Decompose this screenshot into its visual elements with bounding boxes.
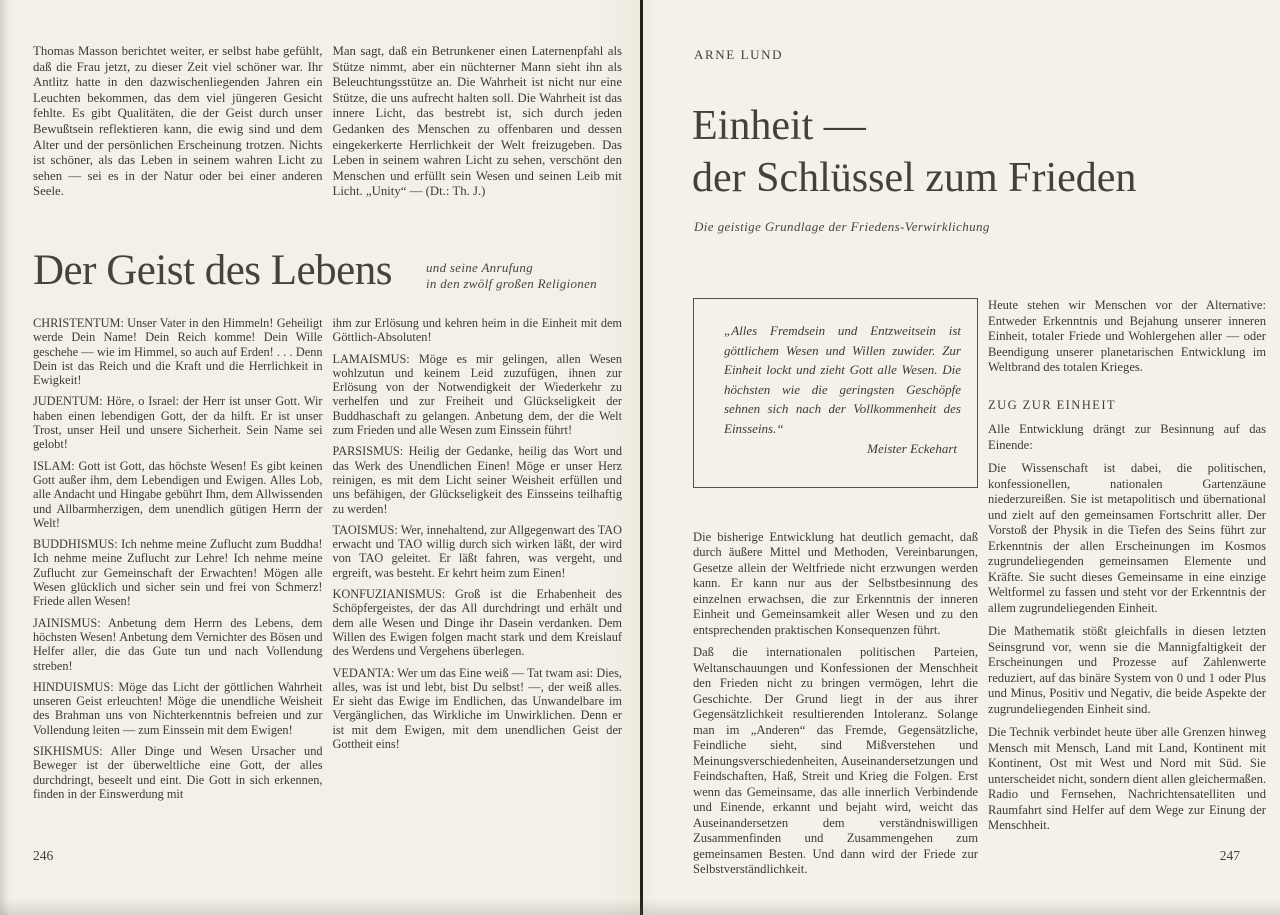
religions-column-1 [33,316,323,808]
pull-quote-attribution: Meister Eckehart [867,441,957,456]
body-paragraph: Die Technik verbindet heute über alle Grenzen hinweg Mensch mit Mensch, Land mit Land, Kontinent mit Kontinent, Ost mit West und Nord mit Süd. Sie unterscheidet nicht, sondern dient allen gleichermaßen. Radio und Fernsehen, Nachrichtensatelliten und Raumfahrt sind Helfer auf dem Wege zur Einung der Menschheit. [988,725,1267,832]
body-section [693,298,1266,885]
body-column-2 [988,298,1266,885]
author-name: ARNE LUND [694,47,784,62]
body-paragraph: Heute stehen wir Menschen vor der Alternative: Entweder Erkenntnis und Bejahung unserer inneren Einheit, totaler Friede und Wohlergehen aller — oder Beendigung unserer planetarischen Entwicklung im Weltbrand des totalen Krieges. [988,298,1266,374]
intro-section [33,44,622,200]
pull-quote-text: „Alles Fremdsein und Entzweitsein ist göttlichem Wesen und Willen zuwider. Zur Einheit lockt und zieht Gott alle Wesen. Die höchsten wie die geringsten Geschöpfe sehnen sich nach der Vollkommenheit des Einsseins.“ [724,323,961,436]
right-page [643,0,1280,915]
article-subtitle [426,247,597,292]
religion-entry: PARSISMUS: Heilig der Gedanke, heilig das Wort und das Werk des Unendlichen Einen! Möge er unser Herz reinigen, es mit dem Licht seiner Weisheit erfüllen und uns befähigen, der Glückseligkeit des Einsseins teilhaftig zu werden! [332,444,622,516]
article-subtitle-line2: in den zwölf großen Religionen [425,276,597,291]
religion-entry: LAMAISMUS: Möge es mir gelingen, allen Wesen wohlzutun und keinem Leid zuzufügen, ihnen zur Erlösung von der Notwendigkeit der Wiederkehr zu verhelfen und zur Freiheit und Glückseligkeit der Buddhaschaft zu gelangen. Anbetung dem, der die Welt zum Frieden und alle Wesen zum Einssein führt! [332,351,622,438]
religion-entry: SIKHISMUS: Aller Dinge und Wesen Ursacher und Beweger ist der überweltliche eine Gott, der alles durchdringt, beseelt und eint. Die Gott in sich erkennen, finden in der Einswerdung mit [33,744,323,801]
religions-column-2 [333,316,623,808]
religion-entry: CHRISTENTUM: Unser Vater in den Himmeln! Geheiligt werde Dein Name! Dein Reich komme! Dein Wille geschehe — wie im Himmel, so auch auf Erden! . . . Denn Dein ist das Reich und die Kraft und die Herrlichkeit in Ewigkeit! [33,316,323,388]
article-title [692,100,1136,204]
intro-column-1 [33,44,323,200]
article-title: Der Geist des Lebens [33,247,392,294]
body-paragraph: Die Wissenschaft ist dabei, die politischen, konfessionellen, nationalen Gartenzäune niederzureißen. Sie ist metapolitisch und übernational und zielt auf den gemeinsamen Fortschritt aller. Der Vorstoß der Physik in die Tiefen des Seins führt zur Erkenntnis der allen Erscheinungen im Kosmos zugrundeliegenden gemeinsamen Elemente und Kräfte. Sie sucht dieses Gemeinsame in eine einzige Weltformel zu fassen und steht vor der Erkenntnis der allem zugrundeliegenden Einheit. [988,461,1266,615]
body-paragraph: Alle Entwicklung drängt zur Besinnung auf das Einende: [988,422,1266,452]
article-subtitle: Die geistige Grundlage der Friedens-Verwirklichung [694,219,990,234]
article-subtitle-line1: und seine Anrufung [425,260,533,275]
intro-paragraph: Man sagt, daß ein Betrunkener einen Laternenpfahl als Stütze nimmt, aber ein nüchterner Mann sieht ihn als Beleuchtungsstütze an. Die Wahrheit ist nicht nur eine Stütze, die uns aufrecht halten soll. Die Wahrheit ist das innere Licht, das bestrebt ist, sich durch jeden Gedanken des Menschen zu offenbaren und dessen eingekerkerte Herrlichkeit der Welt freizugeben. Das Leben in seinem wahren Licht zu sehen, verschönt den Menschen und erfüllt sein Wesen und seinen Leib mit Licht. „Unity“ — (Dt.: Th. J.) [332,44,622,199]
religions-section [33,316,622,808]
article-title-block [33,247,597,294]
intro-column-2 [333,44,623,200]
religion-entry: VEDANTA: Wer um das Eine weiß — Tat twam asi: Dies, alles, was ist und lebt, bist Du selbst! —, der weiß alles. Er sieht das Ewige im Endlichen, das Unwandelbare im Vergänglichen, das Wirkliche im Unwirklichen. Denn er ist mit dem Ewigen, mit dem unendlichen Geist der Gottheit eins! [332,665,622,752]
body-paragraph: Daß die internationalen politischen Parteien, Weltanschauungen und Konfessionen der Menschheit den Frieden nicht zu bringen vermögen, lehrt die Geschichte. Der Grund liegt in der aus ihrer Gegensätzlichkeit resultierenden Intoleranz. Solange man im „Anderen“ das Fremde, Gegensätzliche, Feindliche sieht, sind Mißverstehen und Meinungsverschiedenheiten, Auseinandersetzungen und Feindschaften, Haß, Streit und Krieg die Folgen. Erst wenn das Gemeinsame, das alle innerlich Verbindende und Einende, erkannt und bejaht wird, weicht das Auseinandersetzen dem verständniswilligen Zusammenfinden und Zusammengehen zum gemeinsamen Besten. Und dann wird der Friede zur Selbstverständlichkeit. [693,645,978,876]
body-paragraph: Die Mathematik stößt gleichfalls in diesen letzten Seinsgrund vor, wenn sie die Mannigfaltigkeit der Erscheinungen und Prozesse auf Zahlenwerte reduziert, auf das binäre System von 0 und 1 oder Plus und Minus, Positiv und Negativ, die beide Aspekte der zugrundeliegenden Einheit sind. [988,624,1266,716]
religion-entry: BUDDHISMUS: Ich nehme meine Zuflucht zum Buddha! Ich nehme meine Zuflucht zur Lehre! Ich nehme meine Zuflucht zur Gemeinschaft der Erwachten! Mögen alle Wesen glücklich und sicher sein und frei von Schmerz! Friede allen Wesen! [33,537,323,609]
page-number-right: 247 [1219,848,1240,863]
religion-entry: HINDUISMUS: Möge das Licht der göttlichen Wahrheit unseren Geist erleuchten! Möge die unendliche Weisheit des Brahman uns von Nichterkenntnis befreien und zur Vollendung leiten — zum Einssein mit dem Ewigen! [33,679,323,737]
body-paragraph: Die bisherige Entwicklung hat deutlich gemacht, daß durch äußere Mittel und Methoden, Vereinbarungen, Gesetze allein der Weltfriede nicht erzwungen werden kann. Er kann nur aus der Selbstbesinnung des einzelnen erwachsen, die zur Erkenntnis der inneren Einheit und Gemeinsamkeit aller Wesen und zu den entsprechenden praktischen Konsequenzen führt. [693,529,978,637]
religion-entry: KONFUZIANISMUS: Groß ist die Erhabenheit des Schöpfergeistes, der das All durchdringt und erhält und dem alle Wesen und Dinge ihr Dasein verdanken. Dem Willen des Ewigen folgen macht stark und dem Kreislauf des Werdens und Vergehens überlegen. [332,587,622,659]
article-title-line1: Einheit — [692,103,866,149]
religion-entry: JAINISMUS: Anbetung dem Herrn des Lebens, dem höchsten Wesen! Anbetung dem Vernichter des Bösen und Helfer aller, die das Gute tun und nach Vollendung streben! [33,615,323,673]
religion-entry-continuation: ihm zur Erlösung und kehren heim in die Einheit mit dem Göttlich-Absoluten! [332,316,622,345]
body-column-1 [693,298,978,885]
intro-paragraph: Thomas Masson berichtet weiter, er selbst habe gefühlt, daß die Frau jetzt, zu dieser Zeit viel schöner war. Ihr Antlitz hatte in den dazwischenliegenden Jahren ein Leuchten bekommen, das dem viel jüngeren Gesicht fehlte. Es gibt Qualitäten, die der Geist durch unser Bewußtsein reflektieren kann, die ewig sind und dem Alter und der persönlichen Erscheinung trotzen. Nichts ist schöner, als das Leben in seinem wahren Licht zu sehen — sei es in der Natur oder bei einer anderen Seele. [33,44,323,199]
religion-entry: ISLAM: Gott ist Gott, das höchste Wesen! Es gibt keinen Gott außer ihm, dem Lebendigen und Ewigen. Alles Lob, alle Andacht und Hingabe gebührt Ihm, dem Allwissenden und Allbarmherzigen, dem unendlich gütigen Herrn der Welt! [33,458,323,530]
pull-quote-box [693,298,978,488]
religion-entry: TAOISMUS: Wer, innehaltend, zur Allgegenwart des TAO erwacht und TAO willig durch sich wirken läßt, der wird von TAO geleitet. Er läßt fahren, was vergeht, und ergreift, was besteht. Er kehrt heim zum Einen! [332,522,622,580]
page-number-left: 246 [33,848,54,863]
section-heading: ZUG ZUR EINHEIT [988,397,1117,412]
religion-entry: JUDENTUM: Höre, o Israel: der Herr ist unser Gott. Wir haben einen lebendigen Gott, der da hilft. Er ist unser Trost, unser Heil und unsere Sicherheit. Sein Name sei gelobt! [33,394,323,452]
article-title-line2: der Schlüssel zum Frieden [692,155,1137,201]
